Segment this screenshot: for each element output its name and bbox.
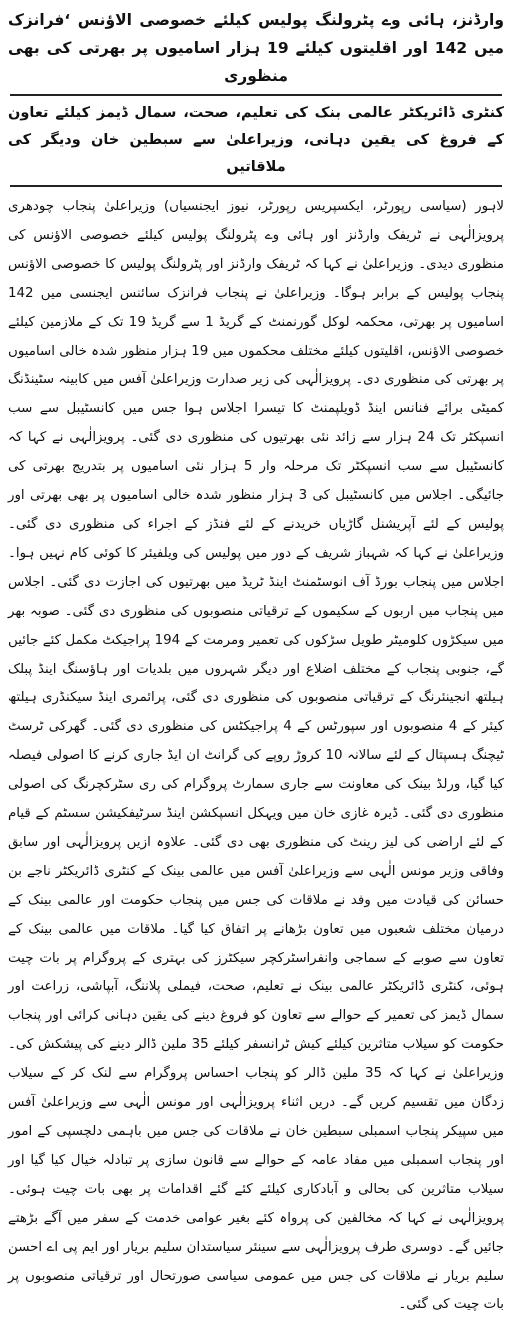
subheadline-divider [10, 185, 502, 187]
article-headline: وارڈنز، ہائی وے پٹرولنگ پولیس کیلئے خصوصی الاؤنس ‘فرانزک میں 142 اور اقلیتوں کیلئے 19 ہزار اسامیوں پر بھرتی کی بھی منظوری [8, 11, 504, 85]
article-body: لاہور (سیاسی رپورٹر، ایکسپریس رپورٹر، نیوز ایجنسیاں) وزیراعلیٰ پنجاب چودھری پرویزالٰہی نے ٹریفک وارڈنز اور ہائی وے پٹرولنگ پولیس کیلئے خصوصی الاؤنس کی منظوری دیدی۔ وزیراعلیٰ نے کہا کہ ٹریفک وارڈنز اور پٹرولنگ پولیس کا خصوصی الاؤنس پنجاب پولیس کے برابر ہوگا۔ وزیراعلیٰ نے پنجاب فرانزک سائنس ایجنسی میں 142 اسامیوں پر بھرتی، محکمہ لوکل گورنمنٹ کے گریڈ 1 سے گریڈ 19 تک کے ملازمین کیلئے خصوصی الاؤنس، اقلیتوں کیلئے مختلف محکموں میں 19 ہزار منظور شدہ خالی اسامیوں پر بھرتی کی منظوری دی۔ پرویزالٰہی کی زیر صدارت وزیراعلیٰ آفس میں کابینہ سٹینڈنگ کمیٹی برائے فنانس اینڈ ڈویلپمنٹ کا تیسرا اجلاس ہوا جس میں کانسٹیبل سے سب انسپکٹر تک 24 ہزار سے زائد نئی بھرتیوں کی منظوری دی گئی۔ پرویزالٰہی نے کہا کہ کانسٹیبل سے سب انسپکٹر تک مرحلہ وار 5 ہزار نئی اسامیوں پر بتدریج بھرتی کی جائیگی۔ اجلاس میں کانسٹیبل کی 3 ہزار منظور شدہ خالی اسامیوں پر بھی بھرتی اور پولیس کے لئے آپریشنل گاڑیاں خریدنے کے لئے فنڈز کے اجراء کی منظوری دی گئی۔ وزیراعلیٰ نے کہا کہ شہباز شریف کے دور میں پولیس کی ویلفیئر کا کوئی کام نہیں ہوا۔ اجلاس میں پنجاب بورڈ آف انوسٹمنٹ اینڈ ٹریڈ میں بھرتیوں کی اجازت دی گئی۔ اجلاس میں پنجاب میں اربوں کے سکیموں کے ترقیاتی منصوبوں کی منظوری دی گئی۔ صوبہ بھر میں سیکڑوں کلومیٹر طویل سڑکوں کی تعمیر ومرمت کے 194 پراجیکٹ مکمل کئے جائیں گے، جنوبی پنجاب کے مختلف اضلاع اور دیگر شہروں میں بلدیات اور ہاؤسنگ اینڈ پبلک ہیلتھ انجینئرنگ کے ترقیاتی منصوبوں کی منظوری دی گئی، پرائمری اینڈ سیکنڈری ہیلتھ کیئر کے 4 منصوبوں اور سپورٹس کے 4 پراجیکٹس کی منظوری دی گئی۔ گھرکی ٹرسٹ ٹیچنگ ہسپتال کے لئے سالانہ 10 کروڑ روپے کی گرانٹ ان ایڈ جاری کرنے کا اصولی فیصلہ کیا گیا، ورلڈ بینک کی معاونت سے جاری سمارٹ پروگرام کی ری سٹرکچرنگ کی اصولی منظوری دی گئی۔ ڈیرہ غازی خان میں ویہکل انسپکشن اینڈ سرٹیفکیشن سسٹم کے قیام کے لئے اراضی کی لیز رینٹ کی منظوری بھی دی گئی۔ علاوہ ازیں پرویزالٰہی اور سابق وفاقی وزیر مونس الٰہی سے وزیراعلیٰ آفس میں عالمی بینک کے کنٹری ڈائریکٹر ناجے بن حسائن کی قیادت میں وفد نے ملاقات کی جس میں پنجاب حکومت اور عالمی بینک کے درمیان مختلف شعبوں میں تعاون بڑھانے پر اتفاق کیا گیا۔ ملاقات میں عالمی بینک کے تعاون سے صوبے کے سماجی وانفراسٹرکچر سیکٹرز کی بہتری کے پروگرام پر بات چیت ہوئی، کنٹری ڈائریکٹر عالمی بینک نے تعلیم، صحت، فیملی پلاننگ، آبپاشی، زراعت اور سمال ڈیمز کی تعمیر کے حوالے سے تعاون کو فروغ دینے کی یقین دہانی کرائی اور پنجاب حکومت کو سیلاب متاثرین کیلئے کیش ٹرانسفر کیلئے 35 ملین ڈالر دینے کی پیشکش کی۔ وزیراعلیٰ نے کہا کہ 35 ملین ڈالر کو پنجاب احساس پروگرام سے لنک کر کے سیلاب زدگان میں تقسیم کریں گے۔ دریں اثناء پرویزالٰہی اور مونس الٰہی سے وزیراعلیٰ آفس میں سپیکر پنجاب اسمبلی سبطین خان نے ملاقات کی جس میں باہمی دلچسپی کے امور اور پنجاب اسمبلی میں مفاد عامہ کے حوالے سے قانون سازی پر تبادلہ خیال کیا گیا اور سیلاب متاثرین کی بحالی و آبادکاری کیلئے کئے گئے اقدامات پر بھی بات چیت ہوئی۔ پرویزالٰہی نے کہا کہ مخالفین کی پرواہ کئے بغیر عوامی خدمت کے سفر میں آگے بڑھتے جائیں گے۔ دوسری طرف پرویزالٰہی سے سینئر سیاستدان سلیم بریار اور ایم پی اے احسن سلیم بریار نے ملاقات کی جس میں عمومی سیاسی صورتحال اور ترقیاتی منصوبوں پر بات چیت کی گئی۔ [8, 199, 505, 1313]
article-subheadline: کنٹری ڈائریکٹر عالمی بنک کی تعلیم، صحت، سمال ڈیمز کیلئے تعاون کے فروغ کی یقین دہانی، وزیراعلیٰ سے سبطین خان ودیگر کی ملاقاتیں [8, 105, 504, 175]
headline-divider [10, 94, 502, 96]
